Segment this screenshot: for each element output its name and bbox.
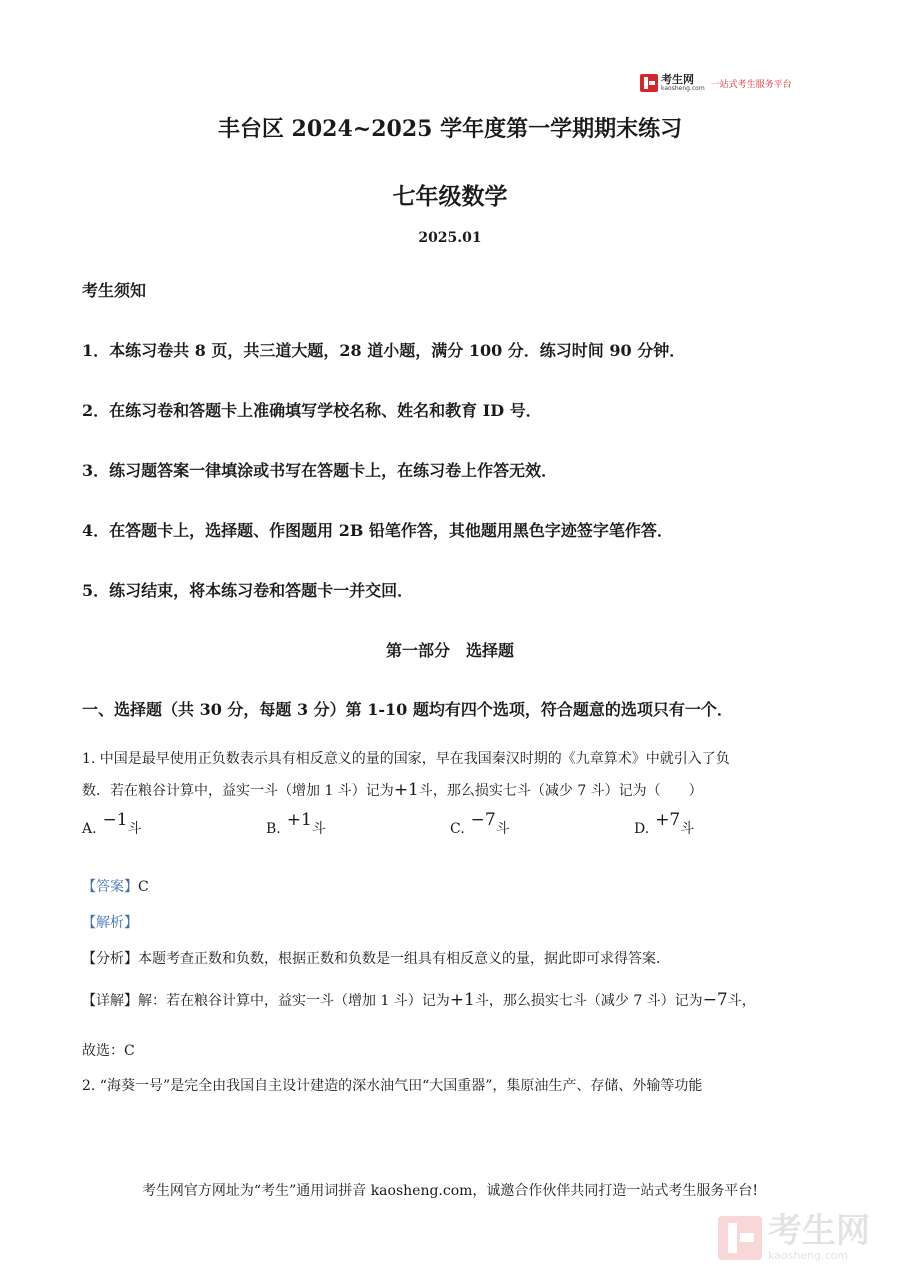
logo-icon xyxy=(640,74,658,92)
q1-stem-text: 数．若在粮谷计算中，益实一斗（增加 1 斗）记为 xyxy=(82,783,394,799)
notice-item: 5．练习结束，将本练习卷和答题卡一并交回． xyxy=(82,581,414,600)
detail-text: 【详解】解：若在粮谷计算中，益实一斗（增加 1 斗）记为 xyxy=(82,993,450,1009)
option-unit: 斗 xyxy=(680,821,695,837)
logo-slogan: 一站式考生服务平台 xyxy=(710,79,792,90)
notice-item: 4．在答题卡上，选择题、作图题用 2B 铅笔作答，其他题用黑色字迹签字笔作答． xyxy=(82,521,673,540)
watermark-logo-icon xyxy=(718,1216,762,1260)
detail-text: 斗， xyxy=(727,993,756,1009)
part-heading: 一、选择题（共 30 分，每题 3 分）第 1-10 题均有四个选项，符合题意的选项只有一个． xyxy=(82,700,733,719)
q1-stem-line2 xyxy=(82,780,703,800)
q1-option-d xyxy=(634,810,695,838)
subject-title: 七年级数学 xyxy=(392,183,508,210)
detail-number: +1 xyxy=(449,990,475,1010)
section-heading: 第一部分 选择题 xyxy=(385,641,514,660)
q1-analysis-tag: 【解析】 xyxy=(82,915,138,931)
answer-tag: 【答案】 xyxy=(82,879,138,895)
option-unit: 斗 xyxy=(311,821,326,837)
q2-stem-line1: 2. “海葵一号”是完全由我国自主设计建造的深水油气田“大国重器”，集原油生产、存储、外输等功能 xyxy=(82,1078,703,1094)
q1-stem-line1: 1. 中国是最早使用正负数表示具有相反意义的量的国家，早在我国秦汉时期的《九章算术》中就引入了负 xyxy=(82,751,730,767)
option-label: D. xyxy=(634,821,650,837)
notice-item: 1．本练习卷共 8 页，共三道大题，28 道小题，满分 100 分．练习时间 90 分钟． xyxy=(82,341,686,360)
logo-domain: kaosheng.com xyxy=(661,85,705,92)
option-label: C. xyxy=(450,821,465,837)
option-label: B. xyxy=(266,821,281,837)
option-unit: 斗 xyxy=(127,821,142,837)
header-logo xyxy=(640,71,792,95)
q1-option-c xyxy=(450,810,510,838)
option-value: −7 xyxy=(470,810,496,830)
option-value: +1 xyxy=(286,810,312,830)
q1-option-b xyxy=(266,810,326,838)
q1-choose: 故选：C xyxy=(82,1043,135,1059)
footer-text: 考生网官方网址为“考生”通用词拼音 kaosheng.com，诚邀合作伙伴共同打造一站式考生服务平台! xyxy=(141,1183,759,1199)
q1-answer xyxy=(82,876,149,896)
watermark-name: 考生网 xyxy=(768,1211,870,1251)
notice-item: 2．在练习卷和答题卡上准确填写学校名称、姓名和教育 ID 号． xyxy=(82,401,542,420)
logo-name: 考生网 xyxy=(661,73,694,86)
option-unit: 斗 xyxy=(495,821,510,837)
notice-item: 3．练习题答案一律填涂或书写在答题卡上，在练习卷上作答无效． xyxy=(82,461,558,480)
detail-text: 斗，那么损实七斗（减少 7 斗）记为 xyxy=(474,993,703,1009)
q1-stem-number: +1 xyxy=(393,780,419,800)
q1-detail xyxy=(82,990,756,1010)
q1-fenxi: 【分析】本题考查正数和负数，根据正数和负数是一组具有相反意义的量，据此即可求得答案． xyxy=(82,951,670,967)
watermark-domain: kaosheng.com xyxy=(768,1249,849,1262)
option-label: A. xyxy=(82,821,97,837)
option-value: −1 xyxy=(102,810,128,830)
q1-stem-text: 斗，那么损实七斗（减少 7 斗）记为（ ） xyxy=(418,783,703,799)
footer-watermark xyxy=(718,1211,870,1262)
detail-number: −7 xyxy=(702,990,728,1010)
option-value: +7 xyxy=(655,810,681,830)
exam-date: 2025.01 xyxy=(418,230,482,246)
answer-value: C xyxy=(138,879,149,895)
exam-title: 丰台区 2024~2025 学年度第一学期期末练习 xyxy=(217,116,683,142)
notice-heading: 考生须知 xyxy=(82,281,147,300)
q1-option-a xyxy=(82,810,142,838)
